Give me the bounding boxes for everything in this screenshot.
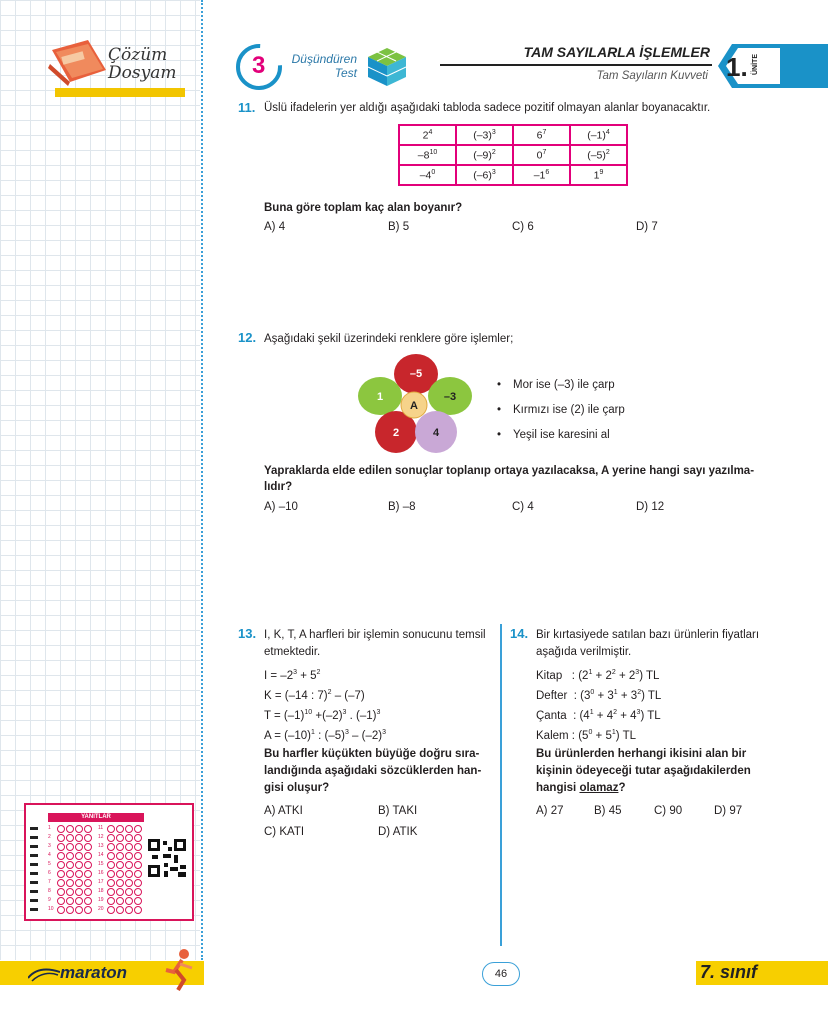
petal-top-label: –5 — [409, 368, 423, 380]
q12-option-b[interactable]: B) –8 — [388, 501, 416, 513]
card-bubble[interactable] — [75, 870, 83, 878]
card-bubble[interactable] — [57, 834, 65, 842]
chapter-title: TAM SAYILARLA İŞLEMLER — [523, 44, 710, 60]
table-cell: $-8^{10}$ — [399, 145, 456, 165]
q14-option-c[interactable]: C) 90 — [654, 805, 683, 817]
card-bubble[interactable] — [116, 906, 124, 914]
answer-card — [24, 803, 194, 921]
card-bubble[interactable] — [66, 897, 74, 905]
price-item: Kitap : $(2^1 + 2^2 + 2^3)$ TL — [536, 669, 660, 682]
card-question-number: 10 — [48, 906, 54, 912]
card-bubble[interactable] — [57, 852, 65, 860]
card-bubble[interactable] — [75, 861, 83, 869]
grade-label: 7. sınıf — [700, 962, 758, 982]
q12-question-line-2: lıdır? — [264, 481, 293, 493]
card-question-number: 15 — [98, 861, 104, 867]
q12-option-a[interactable]: A) –10 — [264, 501, 298, 513]
q11-option-a[interactable]: A) 4 — [264, 221, 286, 233]
power-table — [398, 124, 628, 186]
card-bubble[interactable] — [125, 825, 133, 833]
price-item: Çanta : $(4^1 + 4^2 + 4^3)$ TL — [536, 709, 661, 722]
chapter-subtitle: Tam Sayıların Kuvveti — [596, 70, 708, 82]
card-bubble[interactable] — [57, 906, 65, 914]
card-bubble[interactable] — [75, 852, 83, 860]
q11-option-c[interactable]: C) 6 — [512, 221, 534, 233]
card-bubble[interactable] — [134, 888, 142, 896]
card-bubble[interactable] — [125, 879, 133, 887]
card-timing-mark — [30, 827, 38, 830]
card-bubble[interactable] — [116, 825, 124, 833]
q11-option-b[interactable]: B) 5 — [388, 221, 410, 233]
q13-number: 13. — [238, 626, 257, 641]
card-bubble[interactable] — [66, 843, 74, 851]
card-bubble[interactable] — [107, 852, 115, 860]
unit-number: 1. — [726, 52, 748, 82]
equation-K: K = (–14 : 7)$^2$ – (–7) — [264, 689, 365, 702]
card-question-number: 8 — [48, 888, 51, 894]
card-bubble[interactable] — [66, 834, 74, 842]
table-cell: $(-9)^2$ — [456, 145, 513, 165]
test-label-line-1: Düşündüren — [291, 52, 357, 66]
folder-logo-icon — [48, 36, 110, 88]
unit-label: ÜNİTE — [752, 54, 759, 75]
card-timing-mark — [30, 890, 38, 893]
rule-2: Kırmızı ise (2) ile çarp — [513, 404, 625, 416]
table-cell: $2^4$ — [399, 125, 456, 145]
card-bubble[interactable] — [84, 852, 92, 860]
card-bubble[interactable] — [125, 834, 133, 842]
card-bubble[interactable] — [116, 834, 124, 842]
table-row — [399, 125, 627, 145]
runner-icon — [158, 948, 198, 992]
card-bubble[interactable] — [116, 879, 124, 887]
card-bubble[interactable] — [84, 888, 92, 896]
equation-I: $I = -2^3 + 5^2$ — [264, 669, 321, 682]
card-question-number: 17 — [98, 879, 104, 885]
table-cell: $-1^6$ — [513, 165, 570, 185]
card-bubble[interactable] — [116, 897, 124, 905]
card-timing-mark — [30, 845, 38, 848]
q12-number: 12. — [238, 330, 257, 345]
card-bubble[interactable] — [75, 906, 83, 914]
card-question-number: 1 — [48, 825, 51, 831]
q13-question-line-1: Bu harfler küçükten büyüğe doğru sıra- — [264, 748, 480, 760]
card-bubble[interactable] — [125, 888, 133, 896]
card-bubble[interactable] — [134, 825, 142, 833]
card-timing-mark — [30, 863, 38, 866]
card-bubble[interactable] — [84, 879, 92, 887]
rule-1-bullet: • — [497, 379, 502, 391]
card-question-number: 18 — [98, 888, 104, 894]
card-question-number: 4 — [48, 852, 51, 858]
card-bubble[interactable] — [84, 906, 92, 914]
card-bubble[interactable] — [125, 870, 133, 878]
card-bubble[interactable] — [57, 888, 65, 896]
q14-question-line-2: kişinin ödeyeceği tutar aşağıdakilerden — [536, 765, 751, 777]
petal-left-label: 1 — [376, 391, 384, 403]
table-row — [399, 165, 627, 185]
card-bubble[interactable] — [75, 879, 83, 887]
card-question-number: 5 — [48, 861, 51, 867]
card-timing-mark — [30, 899, 38, 902]
card-bubble[interactable] — [125, 861, 133, 869]
q13-text-line-2: etmektedir. — [264, 646, 321, 658]
q11-number: 11. — [238, 100, 256, 115]
brand-name: maraton — [60, 963, 128, 982]
card-bubble[interactable] — [84, 825, 92, 833]
table-cell: $0^7$ — [513, 145, 570, 165]
test-label — [287, 52, 357, 80]
q14-option-d[interactable]: D) 97 — [714, 805, 743, 817]
card-timing-mark — [30, 836, 38, 839]
card-bubble[interactable] — [134, 861, 142, 869]
q12-question-line-1: Yapraklarda elde edilen sonuçlar toplanıp ortaya yazılacaksa, A yerine hangi sayı yazılma- — [264, 465, 755, 477]
answer-card-title: YANITLAR — [48, 813, 144, 822]
card-bubble[interactable] — [66, 825, 74, 833]
card-timing-mark — [30, 854, 38, 857]
q13-option-c[interactable]: C) KATI — [264, 826, 305, 838]
card-bubble[interactable] — [107, 906, 115, 914]
qr-code-icon — [148, 839, 186, 877]
card-bubble[interactable] — [75, 825, 83, 833]
puzzle-cube-icon — [366, 46, 408, 88]
card-question-number: 12 — [98, 834, 104, 840]
table-cell: $(-1)^4$ — [570, 125, 627, 145]
card-bubble[interactable] — [107, 834, 115, 842]
rule-1: Mor ise (–3) ile çarp — [513, 379, 615, 391]
column-divider — [500, 624, 502, 946]
card-question-number: 14 — [98, 852, 104, 858]
logo-title — [108, 46, 176, 82]
card-bubble[interactable] — [57, 897, 65, 905]
swoosh-icon — [28, 966, 60, 982]
petal-right-label: –3 — [443, 391, 457, 403]
card-bubble[interactable] — [84, 834, 92, 842]
card-bubble[interactable] — [134, 879, 142, 887]
q13-option-a[interactable]: A) ATKI — [264, 805, 303, 817]
card-bubble[interactable] — [116, 888, 124, 896]
card-bubble[interactable] — [116, 843, 124, 851]
title-divider — [440, 64, 712, 66]
card-bubble[interactable] — [57, 861, 65, 869]
card-bubble[interactable] — [66, 888, 74, 896]
q14-text-line-2: aşağıda verilmiştir. — [536, 646, 632, 658]
equation-T: $T = (-1)^{10} +(-2)^3$ . $(-1)^3$ — [264, 709, 381, 722]
card-bubble[interactable] — [57, 825, 65, 833]
q11-option-d[interactable]: D) 7 — [636, 221, 658, 233]
card-bubble[interactable] — [75, 888, 83, 896]
petal-bottom-left-label: 2 — [392, 427, 400, 439]
rule-2-bullet: • — [497, 404, 502, 416]
card-bubble[interactable] — [134, 906, 142, 914]
card-bubble[interactable] — [125, 843, 133, 851]
q14-option-b[interactable]: B) 45 — [594, 805, 622, 817]
logo-line-2: Dosyam — [108, 63, 177, 83]
page-number: 46 — [482, 962, 520, 986]
card-bubble[interactable] — [75, 897, 83, 905]
card-timing-mark — [30, 908, 38, 911]
price-item: Kalem : $(5^0 + 5^1)$ TL — [536, 729, 637, 742]
logo-underline-bar — [55, 88, 185, 97]
card-bubble[interactable] — [66, 879, 74, 887]
q14-text-line-1: Bir kırtasiyede satılan bazı ürünlerin fiyatları — [536, 629, 760, 641]
rule-3: Yeşil ise karesini al — [513, 429, 610, 441]
q13-text-line-1: I, K, T, A harfleri bir işlemin sonucunu temsil — [264, 629, 486, 641]
q11-question: Buna göre toplam kaç alan boyanır? — [264, 202, 463, 214]
q13-option-d[interactable]: D) ATIK — [378, 826, 418, 838]
petal-bottom-right-label: 4 — [432, 427, 440, 439]
card-question-number: 9 — [48, 897, 51, 903]
table-row — [399, 145, 627, 165]
table-cell: $6^7$ — [513, 125, 570, 145]
test-label-line-2: Test — [334, 66, 357, 80]
center-label: A — [410, 400, 418, 412]
q13-question-line-2: landığında aşağıdaki sözcüklerden han- — [264, 765, 482, 777]
card-bubble[interactable] — [107, 888, 115, 896]
card-bubble[interactable] — [66, 906, 74, 914]
q11-text: Üslü ifadelerin yer aldığı aşağıdaki tabloda sadece pozitif olmayan alanlar boyanacaktır. — [264, 102, 711, 114]
card-question-number: 11 — [98, 825, 104, 831]
card-bubble[interactable] — [66, 861, 74, 869]
card-bubble[interactable] — [84, 870, 92, 878]
equation-A: $A = (-10)^1$ : $(-5)^3 - (-2)^3$ — [264, 729, 387, 742]
card-bubble[interactable] — [66, 852, 74, 860]
card-bubble[interactable] — [134, 870, 142, 878]
q12-option-c[interactable]: C) 4 — [512, 501, 534, 513]
card-question-number: 2 — [48, 834, 51, 840]
card-bubble[interactable] — [116, 852, 124, 860]
card-question-number: 16 — [98, 870, 104, 876]
card-bubble[interactable] — [134, 852, 142, 860]
q13-option-b[interactable]: B) TAKI — [378, 805, 418, 817]
card-question-number: 3 — [48, 843, 51, 849]
margin-dotted-line — [201, 0, 203, 960]
table-cell: $-4^0$ — [399, 165, 456, 185]
q14-option-a[interactable]: A) 27 — [536, 805, 564, 817]
card-bubble[interactable] — [57, 879, 65, 887]
card-bubble[interactable] — [107, 843, 115, 851]
card-bubble[interactable] — [75, 834, 83, 842]
card-bubble[interactable] — [107, 861, 115, 869]
card-bubble[interactable] — [107, 870, 115, 878]
q14-number: 14. — [510, 626, 529, 641]
card-question-number: 19 — [98, 897, 104, 903]
card-timing-mark — [30, 872, 38, 875]
card-bubble[interactable] — [57, 843, 65, 851]
card-bubble[interactable] — [84, 843, 92, 851]
card-bubble[interactable] — [84, 861, 92, 869]
card-question-number: 6 — [48, 870, 51, 876]
card-bubble[interactable] — [75, 843, 83, 851]
rule-3-bullet: • — [497, 429, 502, 441]
card-bubble[interactable] — [116, 870, 124, 878]
card-bubble[interactable] — [66, 870, 74, 878]
q13-question-line-3: gisi oluşur? — [264, 782, 330, 794]
q14-question-line-3: hangisi olamaz? — [536, 782, 626, 794]
table-cell: $(-6)^3$ — [456, 165, 513, 185]
card-bubble[interactable] — [125, 852, 133, 860]
card-bubble[interactable] — [134, 834, 142, 842]
table-cell: $(-3)^3$ — [456, 125, 513, 145]
olamaz-emphasis: olamaz — [579, 782, 619, 794]
q14-question-line-1: Bu ürünlerden herhangi ikisini alan bir — [536, 748, 747, 760]
table-cell: $1^9$ — [570, 165, 627, 185]
logo-line-1: Çözüm — [108, 45, 168, 65]
card-question-number: 7 — [48, 879, 51, 885]
card-timing-mark — [30, 881, 38, 884]
card-bubble[interactable] — [134, 897, 142, 905]
q12-text: Aşağıdaki şekil üzerindeki renklere göre işlemler; — [264, 333, 514, 345]
card-bubble[interactable] — [107, 825, 115, 833]
card-bubble[interactable] — [125, 906, 133, 914]
card-bubble[interactable] — [57, 870, 65, 878]
card-bubble[interactable] — [107, 879, 115, 887]
card-question-number: 13 — [98, 843, 104, 849]
card-bubble[interactable] — [84, 897, 92, 905]
card-question-number: 20 — [98, 906, 104, 912]
price-item: Defter : $(3^0 + 3^1 + 3^2)$ TL — [536, 689, 662, 702]
card-bubble[interactable] — [134, 843, 142, 851]
card-bubble[interactable] — [116, 861, 124, 869]
flower-diagram — [356, 350, 476, 460]
test-number: 3 — [252, 52, 266, 79]
card-bubble[interactable] — [107, 897, 115, 905]
card-bubble[interactable] — [125, 897, 133, 905]
q12-option-d[interactable]: D) 12 — [636, 501, 665, 513]
table-cell: $(-5)^2$ — [570, 145, 627, 165]
